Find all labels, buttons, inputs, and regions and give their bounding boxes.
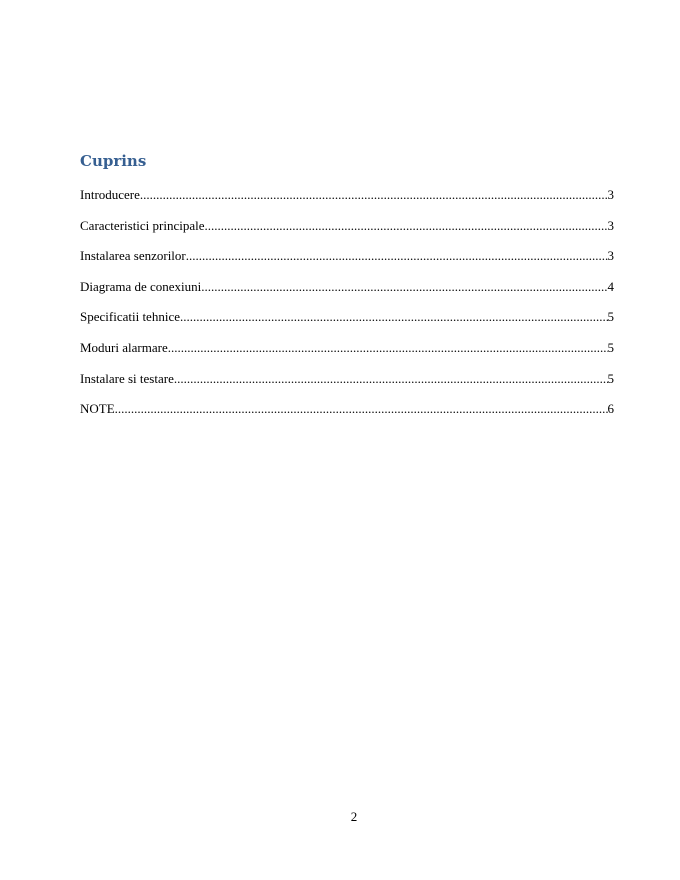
toc-entry-page: 5	[607, 339, 614, 355]
toc-entry-page: 5	[607, 370, 614, 386]
toc-entry-page: 5	[607, 309, 614, 325]
page-number: 2	[350, 809, 358, 824]
toc-entry-label: Instalare si testare	[80, 370, 174, 386]
toc-entry-label: Diagrama de conexiuni	[80, 278, 202, 294]
toc-entry-page: 3	[607, 217, 614, 233]
toc-entry-moduri-alarmare[interactable]	[80, 339, 614, 370]
toc-entry-label: Moduri alarmare	[80, 339, 168, 355]
toc-entry-page: 3	[607, 187, 614, 202]
dot-leader	[186, 247, 608, 265]
toc-entry-diagrama-de-conexiuni[interactable]	[80, 278, 614, 309]
dot-leader	[140, 186, 608, 204]
toc-entry-note[interactable]	[80, 400, 614, 431]
table-of-contents	[80, 186, 614, 431]
toc-entry-specificatii-tehnice[interactable]	[80, 308, 614, 339]
toc-entry-label: Specificatii tehnice	[80, 309, 180, 325]
toc-entry-label: Instalarea senzorilor	[80, 248, 186, 264]
toc-entry-introducere[interactable]	[80, 186, 614, 217]
dot-leader	[115, 400, 608, 418]
dot-leader	[205, 217, 608, 235]
dot-leader	[174, 370, 608, 388]
toc-heading: Cuprins	[80, 152, 147, 170]
dot-leader	[201, 278, 607, 296]
toc-entry-label: Introducere	[80, 187, 140, 202]
toc-entry-caracteristici-principale[interactable]	[80, 217, 614, 248]
toc-entry-instalarea-senzorilor[interactable]	[80, 247, 614, 278]
toc-entry-instalare-si-testare[interactable]	[80, 370, 614, 401]
toc-entry-label: Caracteristici principale	[80, 217, 205, 233]
toc-entry-page: 3	[607, 248, 614, 264]
toc-entry-page: 6	[607, 401, 614, 417]
toc-entry-page: 4	[607, 278, 614, 294]
dot-leader	[180, 308, 608, 326]
toc-entry-label: NOTE	[80, 401, 115, 417]
dot-leader	[168, 339, 608, 357]
